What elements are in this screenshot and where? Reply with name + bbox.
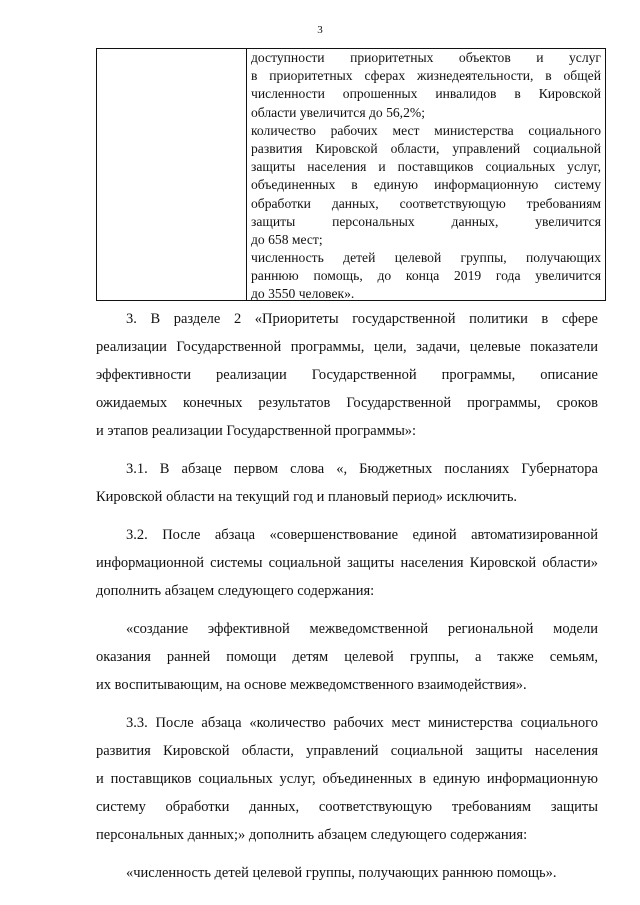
table-line: до 658 мест; [251, 231, 323, 247]
table-line: в приоритетных сферах жизнедеятельности, в общей [251, 68, 601, 84]
paragraph-3 [96, 305, 598, 445]
paragraph-line: «численность детей целевой группы, получающих раннюю помощь». [126, 865, 557, 881]
paragraph-line: оказания ранней помощи детям целевой группы, а также семьям, [96, 649, 598, 665]
paragraph-line: их воспитывающим, на основе межведомственного взаимодействия». [96, 677, 527, 693]
page-number: 3 [317, 24, 323, 36]
table-line: раннюю помощь, до конца 2019 года увеличится [251, 268, 601, 284]
table-line: до 3550 человек». [251, 286, 355, 302]
paragraph-quote-2 [96, 859, 598, 887]
table-line: доступности приоритетных объектов и услуг [251, 50, 601, 65]
paragraph-line: «создание эффективной межведомственной региональной модели [126, 621, 598, 637]
table-line: количество рабочих мест министерства социального [251, 122, 601, 138]
paragraph-line: систему обработки данных, соответствующую требованиям защиты [96, 799, 598, 815]
table-right-cell [251, 49, 601, 304]
table-line: защиты населения и поставщиков социальных услуг, [251, 159, 601, 175]
paragraph-3-2 [96, 521, 598, 605]
table-line: объединенных в единую информационную систему [251, 177, 601, 193]
table-line: области увеличится до 56,2%; [251, 104, 425, 120]
paragraph-line: развития Кировской области, управлений социальной защиты населения [96, 743, 598, 759]
paragraph-line: и этапов реализации Государственной программы»: [96, 423, 417, 439]
paragraph-line: реализации Государственной программы, цели, задачи, целевые показатели [96, 339, 598, 355]
paragraph-line: 3. В разделе 2 «Приоритеты государственной политики в сфере [126, 311, 598, 327]
table-column-divider [246, 49, 247, 300]
table-line: обработки данных, соответствующую требованиям [251, 195, 601, 211]
paragraph-line: эффективности реализации Государственной программы, описание [96, 367, 598, 383]
table-line: численность детей целевой группы, получающих [251, 250, 601, 266]
paragraph-line: информационной системы социальной защиты населения Кировской области» [96, 555, 598, 571]
paragraph-3-3 [96, 709, 598, 849]
paragraph-line: 3.2. После абзаца «совершенствование единой автоматизированной [126, 527, 598, 543]
paragraph-3-1 [96, 455, 598, 511]
table-line: численности опрошенных инвалидов в Кировской [251, 86, 601, 102]
paragraph-line: дополнить абзацем следующего содержания: [96, 583, 375, 599]
indicator-table [96, 48, 606, 301]
table-line: защиты персональных данных, увеличится [251, 213, 601, 229]
table-line: развития Кировской области, управлений социальной [251, 140, 601, 156]
paragraph-line: персональных данных;» дополнить абзацем следующего содержания: [96, 827, 528, 843]
paragraph-line: 3.3. После абзаца «количество рабочих мест министерства социального [126, 715, 598, 731]
paragraph-line: ожидаемых конечных результатов Государственной программы, сроков [96, 395, 598, 411]
paragraph-line: и поставщиков социальных услуг, объединенных в единую информационную [96, 771, 598, 787]
paragraph-line: 3.1. В абзаце первом слова «, Бюджетных посланиях Губернатора [126, 461, 598, 477]
paragraph-line: Кировской области на текущий год и плановый период» исключить. [96, 489, 518, 505]
paragraph-quote-1 [96, 615, 598, 699]
document-body [96, 305, 598, 897]
